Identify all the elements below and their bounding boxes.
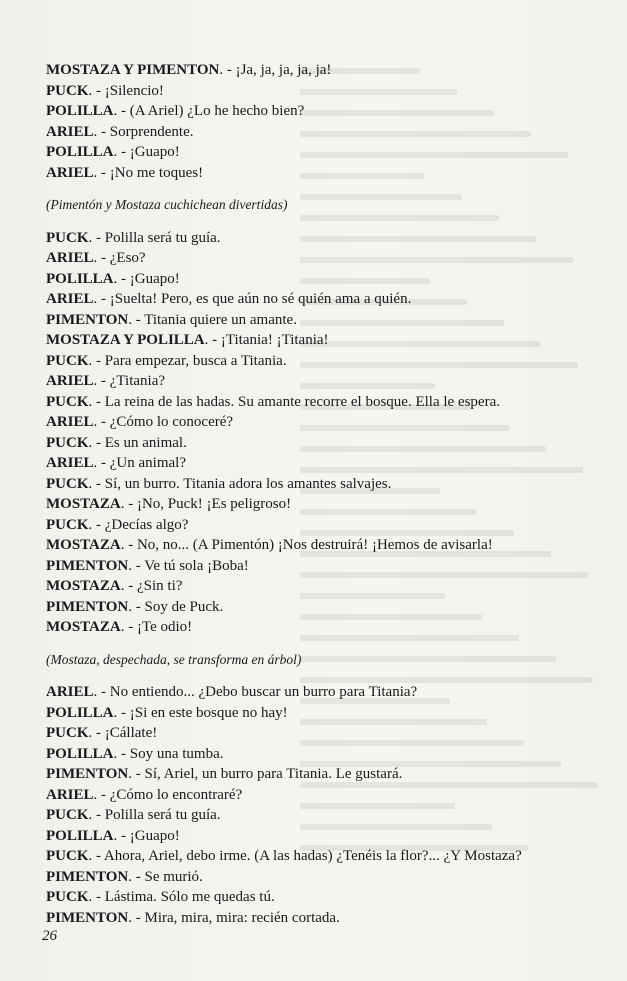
dialogue-line xyxy=(46,494,606,515)
play-script-text xyxy=(46,60,606,928)
dialogue-text: . - ¡Silencio! xyxy=(88,82,164,99)
speaker-name: MOSTAZA Y PIMENTON xyxy=(46,62,220,78)
dialogue-line xyxy=(46,163,606,184)
dialogue-text: . - Soy de Puck. xyxy=(128,598,224,615)
dialogue-line xyxy=(46,81,606,102)
speaker-name: POLILLA xyxy=(46,103,114,119)
dialogue-line xyxy=(46,744,606,765)
dialogue-text: . - Es un animal. xyxy=(88,434,187,451)
dialogue-text: . - No, no... (A Pimentón) ¡Nos destruirá! ¡Hemos de avisarla! xyxy=(120,537,493,553)
speaker-name: ARIEL xyxy=(46,684,94,700)
speaker-name: PIMENTON xyxy=(46,766,129,782)
speaker-name: PUCK xyxy=(46,889,89,905)
dialogue-line xyxy=(46,412,606,433)
dialogue-line xyxy=(46,597,606,618)
dialogue-line xyxy=(46,433,606,454)
stage-direction: (Pimentón y Mostaza cuchichean divertidas) xyxy=(46,197,288,212)
speaker-name: PIMENTON xyxy=(46,557,129,574)
dialogue-text: . - ¿Un animal? xyxy=(93,455,186,471)
speaker-name: PUCK xyxy=(46,807,89,823)
dialogue-text: . - Sorprendente. xyxy=(93,123,194,140)
dialogue-text: . - ¡Suelta! Pero, es que aún no sé quién ama a quién. xyxy=(93,291,412,307)
dialogue-line xyxy=(46,228,606,249)
speaker-name: PUCK xyxy=(46,229,89,246)
speaker-name: PIMENTON xyxy=(46,909,129,926)
speaker-name: ARIEL xyxy=(46,123,94,140)
dialogue-line xyxy=(46,805,606,826)
dialogue-line xyxy=(46,535,606,556)
dialogue-text: . - ¡Si en este bosque no hay! xyxy=(113,704,288,721)
dialogue-block-1 xyxy=(46,60,606,183)
page-number: 26 xyxy=(42,928,57,944)
dialogue-text: . - Mira, mira, mira: recién cortada. xyxy=(128,909,340,926)
dialogue-line xyxy=(46,703,606,724)
dialogue-line xyxy=(46,392,606,413)
dialogue-text: . - ¡Ja, ja, ja, ja, ja! xyxy=(219,62,332,78)
dialogue-text: . - ¿Cómo lo encontraré? xyxy=(93,786,243,803)
speaker-name: PUCK xyxy=(46,725,89,741)
dialogue-text: . - Ve tú sola ¡Boba! xyxy=(128,557,249,574)
dialogue-text: . - ¿Titania? xyxy=(93,373,166,389)
dialogue-text: . - Lástima. Sólo me quedas tú. xyxy=(88,889,275,905)
dialogue-text: . - ¡Te odio! xyxy=(120,619,193,635)
speaker-name: PUCK xyxy=(46,516,89,533)
dialogue-text: . - ¡Guapo! xyxy=(113,270,180,287)
speaker-name: MOSTAZA xyxy=(46,578,121,594)
dialogue-text: . - Sí, un burro. Titania adora los amantes salvajes. xyxy=(88,475,392,492)
dialogue-line xyxy=(46,474,606,495)
speaker-name: ARIEL xyxy=(46,373,94,389)
dialogue-text: . - No entiendo... ¿Debo buscar un burro para Titania? xyxy=(93,684,418,700)
speaker-name: PUCK xyxy=(46,352,89,369)
speaker-name: ARIEL xyxy=(46,455,94,471)
speaker-name: PUCK xyxy=(46,848,89,864)
dialogue-text: . - ¡Guapo! xyxy=(113,144,180,160)
dialogue-text: . - Polilla será tu guía. xyxy=(88,229,221,246)
dialogue-line xyxy=(46,846,606,867)
dialogue-line xyxy=(46,785,606,806)
dialogue-line xyxy=(46,576,606,597)
dialogue-text: . - La reina de las hadas. Su amante recorre el bosque. Ella le espera. xyxy=(88,393,500,410)
dialogue-line xyxy=(46,682,606,703)
speaker-name: PUCK xyxy=(46,475,89,492)
dialogue-line xyxy=(46,723,606,744)
dialogue-text: . - ¿Cómo lo conoceré? xyxy=(93,414,234,430)
dialogue-text: . - Titania quiere un amante. xyxy=(128,311,297,328)
dialogue-line xyxy=(46,908,606,929)
dialogue-line xyxy=(46,826,606,847)
dialogue-line xyxy=(46,122,606,143)
speaker-name: ARIEL xyxy=(46,250,94,266)
speaker-name: POLILLA xyxy=(46,144,114,160)
dialogue-line xyxy=(46,867,606,888)
dialogue-line xyxy=(46,310,606,331)
dialogue-line xyxy=(46,60,606,81)
speaker-name: PUCK xyxy=(46,82,89,99)
dialogue-line xyxy=(46,248,606,269)
dialogue-line xyxy=(46,289,606,310)
dialogue-text: . - ¿Sin ti? xyxy=(120,578,183,594)
speaker-name: MOSTAZA xyxy=(46,537,121,553)
speaker-name: POLILLA xyxy=(46,704,114,721)
dialogue-line xyxy=(46,269,606,290)
dialogue-line xyxy=(46,617,606,638)
speaker-name: MOSTAZA xyxy=(46,619,121,635)
speaker-name: POLILLA xyxy=(46,745,114,762)
dialogue-line xyxy=(46,453,606,474)
dialogue-text: . - Ahora, Ariel, debo irme. (A las hadas) ¿Tenéis la flor?... ¿Y Mostaza? xyxy=(88,848,522,864)
dialogue-line xyxy=(46,764,606,785)
dialogue-line xyxy=(46,330,606,351)
dialogue-text: . - Polilla será tu guía. xyxy=(88,807,221,823)
dialogue-line xyxy=(46,101,606,122)
dialogue-line xyxy=(46,887,606,908)
speaker-name: ARIEL xyxy=(46,291,94,307)
speaker-name: MOSTAZA Y POLILLA xyxy=(46,332,205,348)
dialogue-text: . - ¡Cállate! xyxy=(88,725,158,741)
dialogue-text: . - Soy una tumba. xyxy=(113,745,224,762)
speaker-name: PUCK xyxy=(46,393,89,410)
dialogue-line xyxy=(46,515,606,536)
speaker-name: ARIEL xyxy=(46,414,94,430)
dialogue-line xyxy=(46,351,606,372)
speaker-name: POLILLA xyxy=(46,270,114,287)
dialogue-text: . - Para empezar, busca a Titania. xyxy=(88,352,287,369)
speaker-name: PIMENTON xyxy=(46,311,129,328)
speaker-name: ARIEL xyxy=(46,164,94,181)
dialogue-line xyxy=(46,371,606,392)
stage-direction: (Mostaza, despechada, se transforma en árbol) xyxy=(46,651,302,667)
speaker-name: PIMENTON xyxy=(46,868,129,885)
speaker-name: PUCK xyxy=(46,434,89,451)
speaker-name: ARIEL xyxy=(46,786,94,803)
dialogue-block-3 xyxy=(46,682,606,928)
dialogue-text: . - ¿Eso? xyxy=(93,250,146,266)
dialogue-line xyxy=(46,556,606,577)
dialogue-text: . - ¡No, Puck! ¡Es peligroso! xyxy=(120,496,292,512)
dialogue-text: . - ¡Guapo! xyxy=(113,827,180,844)
dialogue-text: . - ¡No me toques! xyxy=(93,164,204,181)
dialogue-text: . - ¡Titania! ¡Titania! xyxy=(204,332,329,348)
dialogue-block-2 xyxy=(46,228,606,638)
dialogue-line xyxy=(46,142,606,163)
speaker-name: POLILLA xyxy=(46,827,114,844)
dialogue-text: . - ¿Decías algo? xyxy=(88,516,189,533)
speaker-name: PIMENTON xyxy=(46,598,129,615)
dialogue-text: . - Se murió. xyxy=(128,868,203,885)
speaker-name: MOSTAZA xyxy=(46,496,121,512)
dialogue-text: . - Sí, Ariel, un burro para Titania. Le gustará. xyxy=(128,766,403,782)
dialogue-text: . - (A Ariel) ¿Lo he hecho bien? xyxy=(113,103,305,119)
